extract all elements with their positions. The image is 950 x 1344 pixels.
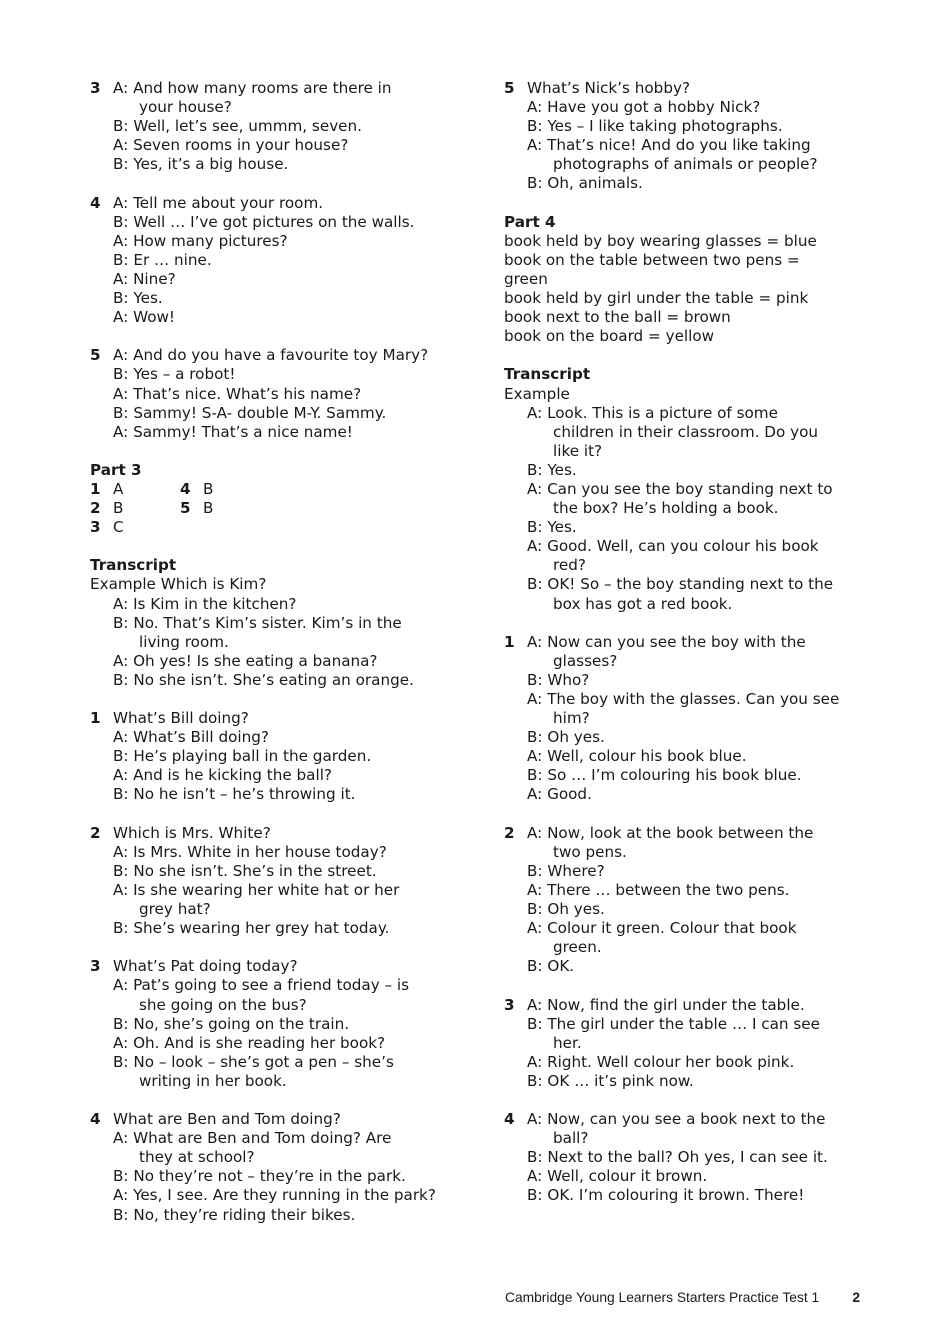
transcript-heading: Transcript bbox=[504, 365, 591, 384]
list-item: 2 A: Now, look at the book between the bbox=[504, 823, 814, 842]
part4-heading: Part 4 bbox=[504, 212, 556, 231]
list-item: 1 What’s Bill doing? bbox=[90, 709, 249, 728]
footer-title: Cambridge Young Learners Starters Practice Test 1 bbox=[505, 1290, 820, 1305]
left-column: 3 A: And how many rooms are there in your house? B: Well, let’s see, ummm, seven. A: Seven rooms in your house? B: Yes, it’s a big house. 4 A: Tell me about your room. B: Well … I’ve got pictures on the walls. A: How many pictures? B: Er … nine. A: Nine? B: Yes. A: Wow! 5 A: And do you have a favourite toy Mary? B: Yes – a robot! A: That’s nice. What’s his name? B: Sammy! S-A- double M-Y. Sammy. A: Sammy! That’s a nice name! Part 3 1 A 4 B 2 B 5 B 3 C Transcript Example Which is Kim? A: Is Kim in the kitchen? B: No. That’s Kim’s sister. Kim’s in the living room. A: Oh yes! Is she eating a banana? B: No she isn’t. She’s eating an orange. 1 What’s Bill doing? A: What’s Bill doing? B: He’s playing ball in the garden. A: And is he kicking the ball? B: No he isn’t – he’s throwing it. 2 Which is Mrs. White? A: Is Mrs. White in her house today? B: No she isn’t. She’s in the street. A: Is she wearing her white hat or her grey hat? B: She’s wearing her grey hat today. 3 What’s Pat doing today? A: Pat’s going to see a friend today – is she going on the bus? B: No, she’s going on the train. A: Oh. And is she reading her book? B: No – look – she’s got a pen – she’s writing in her book. 4 What are Ben and Tom doing? A: What are Ben and Tom doing? Are they at school? B: No they’re not – they’re in the park. A: Yes, I see. Are they running in the park? B: No, they’re riding their bikes. bbox=[90, 79, 460, 1225]
right-column: 5 What’s Nick’s hobby? A: Have you got a hobby Nick? B: Yes – I like taking photographs. A: That’s nice! And do you like taking photographs of animals or people? B: Oh, animals. Part 4 book held by boy wearing glasses = blue book on the table between two pens = green book held by girl under the table = pink book next to the ball = brown book on the board = yellow Transcript Example A: Look. This is a picture of some children in their classroom. Do you like it? B: Yes. A: Can you see the boy standing next to the box? He’s holding a book. B: Yes. A: Good. Well, can you colour his book red? B: OK! So – the boy standing next to the box has got a red book. 1 A: Now can you see the boy with the glasses? B: Who? A: The boy with the glasses. Can you see him? B: Oh yes. A: Well, colour his book blue. B: So … I’m colouring his book blue. A: Good. 2 A: Now, look at the book between the two pens. B: Where? A: There … between the two pens. B: Oh yes. A: Colour it green. Colour that book green. B: OK. 3 A: Now, find the girl under the table. B: The girl under the table … I can see her. A: Right. Well colour her book pink. B: OK … it’s pink now. 4 A: Now, can you see a book next to the ball? B: Next to the ball? Oh yes, I can see it. A: Well, colour it brown. B: OK. I’m colouring it brown. There! bbox=[504, 79, 874, 1206]
list-item: 3 A: Now, find the girl under the table. bbox=[504, 995, 805, 1014]
list-item: 4 What are Ben and Tom doing? bbox=[90, 1110, 341, 1129]
list-item: 1 A: Now can you see the boy with the bbox=[504, 632, 806, 651]
list-item: 2 Which is Mrs. White? bbox=[90, 823, 271, 842]
list-item: 3 A: And how many rooms are there in bbox=[90, 79, 392, 97]
transcript-heading: Transcript bbox=[90, 556, 177, 575]
page-footer bbox=[505, 1290, 860, 1305]
list-item: 3 What’s Pat doing today? bbox=[90, 957, 298, 976]
list-item: 4 A: Tell me about your room. bbox=[90, 193, 324, 212]
list-item: 4 A: Now, can you see a book next to the bbox=[504, 1110, 826, 1129]
part3-answers: 1 A 4 B 2 B 5 B 3 C bbox=[90, 479, 214, 537]
page-number: 2 bbox=[852, 1290, 860, 1305]
list-item: 5 A: And do you have a favourite toy Mary? bbox=[90, 346, 429, 365]
list-item: 5 What’s Nick’s hobby? bbox=[504, 79, 691, 97]
part3-heading: Part 3 bbox=[90, 460, 142, 479]
